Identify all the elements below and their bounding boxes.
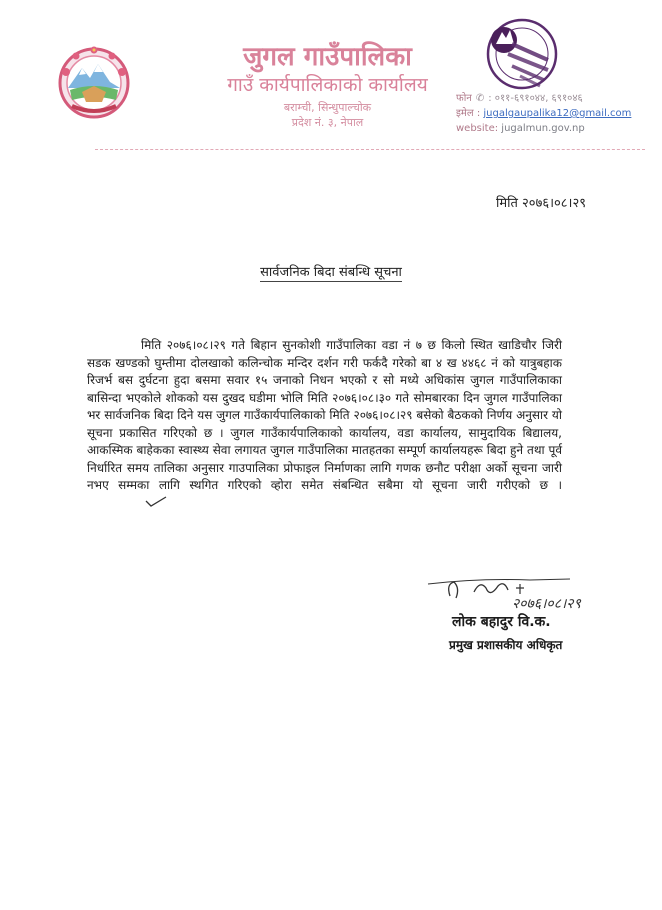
email-label: इमेल : — [456, 108, 481, 119]
province-line: प्रदेश नं. ३, नेपाल — [291, 116, 364, 129]
municipality-name: जुगल गाउँपालिका — [243, 42, 412, 72]
body-text: मिति २०७६।०८।२९ गते बिहान सुनकोशी गाउँपालिका वडा नं ७ छ किलो स्थित खाडिचौर जिरी सडक खण्डको घुम्तीमा दोलखाको कलिन्चोक मन्दिर दर्शन गरी फर्कदै गरेको बा ४ ख ४४६८ नं को यात्रुबहाक रिजर्भ बस दुर्घटना हुदा बसमा सवार १५ जनाको निधन भएको र सो मध्ये अधिकांस जुगल गाउँपालिकाका बासिन्दा भएकोले शोकको यस दुखद घडीमा भोलि मिति २०७६।०८।३० गते सोमबारका दिन जुगल गाउँपालिका भर सार्वजनिक बिदा दिने यस जुगल गाउँकार्यपालिकाको मिति २०७६।०८।२९ बसेको बैठकको निर्णय अनुसार यो सूचना प्रकासित गरिएको छ । जुगल गाउँकार्यपालिकाको कार्यालय, वडा कार्यालय, सामुदायिक बिद्यालय, आकस्मिक बाहेकका स्वास्थ्य सेवा लगायत जुगल गाउँपालिका मातहतका सम्पूर्ण कार्यालयहरू बिदा हुने तथा पूर्व निर्धारित समय तालिका अनुसार गाउपालिका प्रोफाइल निर्माणका लागि गणक छनौट परीक्षा अर्को सूचना जारी नभए सम्मका लागि स्थगित गरिएको व्होरा समेत संबन्धित सबैमा यो सूचना जारी गरीएको छ । — [87, 338, 562, 492]
website-link[interactable]: jugalmun.gov.np — [501, 123, 585, 134]
office-seal-icon — [478, 14, 560, 96]
phone-value: : ०११-६९१०४४, ६९१०४६ — [488, 93, 583, 104]
signer-designation: प्रमुख प्रशासकीय अधिकृत — [449, 638, 563, 652]
letter-date: मिति २०७६।०८।२९ — [496, 196, 586, 211]
website-label: website: — [456, 123, 499, 134]
office-name: गाउँ कार्यपालिकाको कार्यालय — [227, 74, 428, 96]
nepal-emblem-icon — [52, 42, 136, 124]
email-link[interactable]: jugalgaupalika12@gmail.com — [483, 108, 632, 119]
phone-icon: ✆ — [475, 93, 485, 104]
contact-email — [456, 107, 656, 120]
contact-phone — [456, 92, 656, 105]
contact-website — [456, 122, 656, 135]
letterhead-divider — [95, 149, 645, 150]
notice-subject — [0, 262, 662, 280]
address-line: बराम्ची, सिन्धुपाल्चोक — [283, 101, 372, 114]
signer-name: लोक बहादुर वि.क. — [452, 614, 551, 630]
subject-text: सार्वजनिक बिदा संबन्धि सूचना — [260, 265, 402, 280]
notice-body — [87, 337, 562, 512]
phone-label: फोन — [456, 93, 472, 104]
signature-date: २०७६।०८।२९ — [512, 596, 581, 612]
check-mark-icon — [91, 495, 167, 513]
